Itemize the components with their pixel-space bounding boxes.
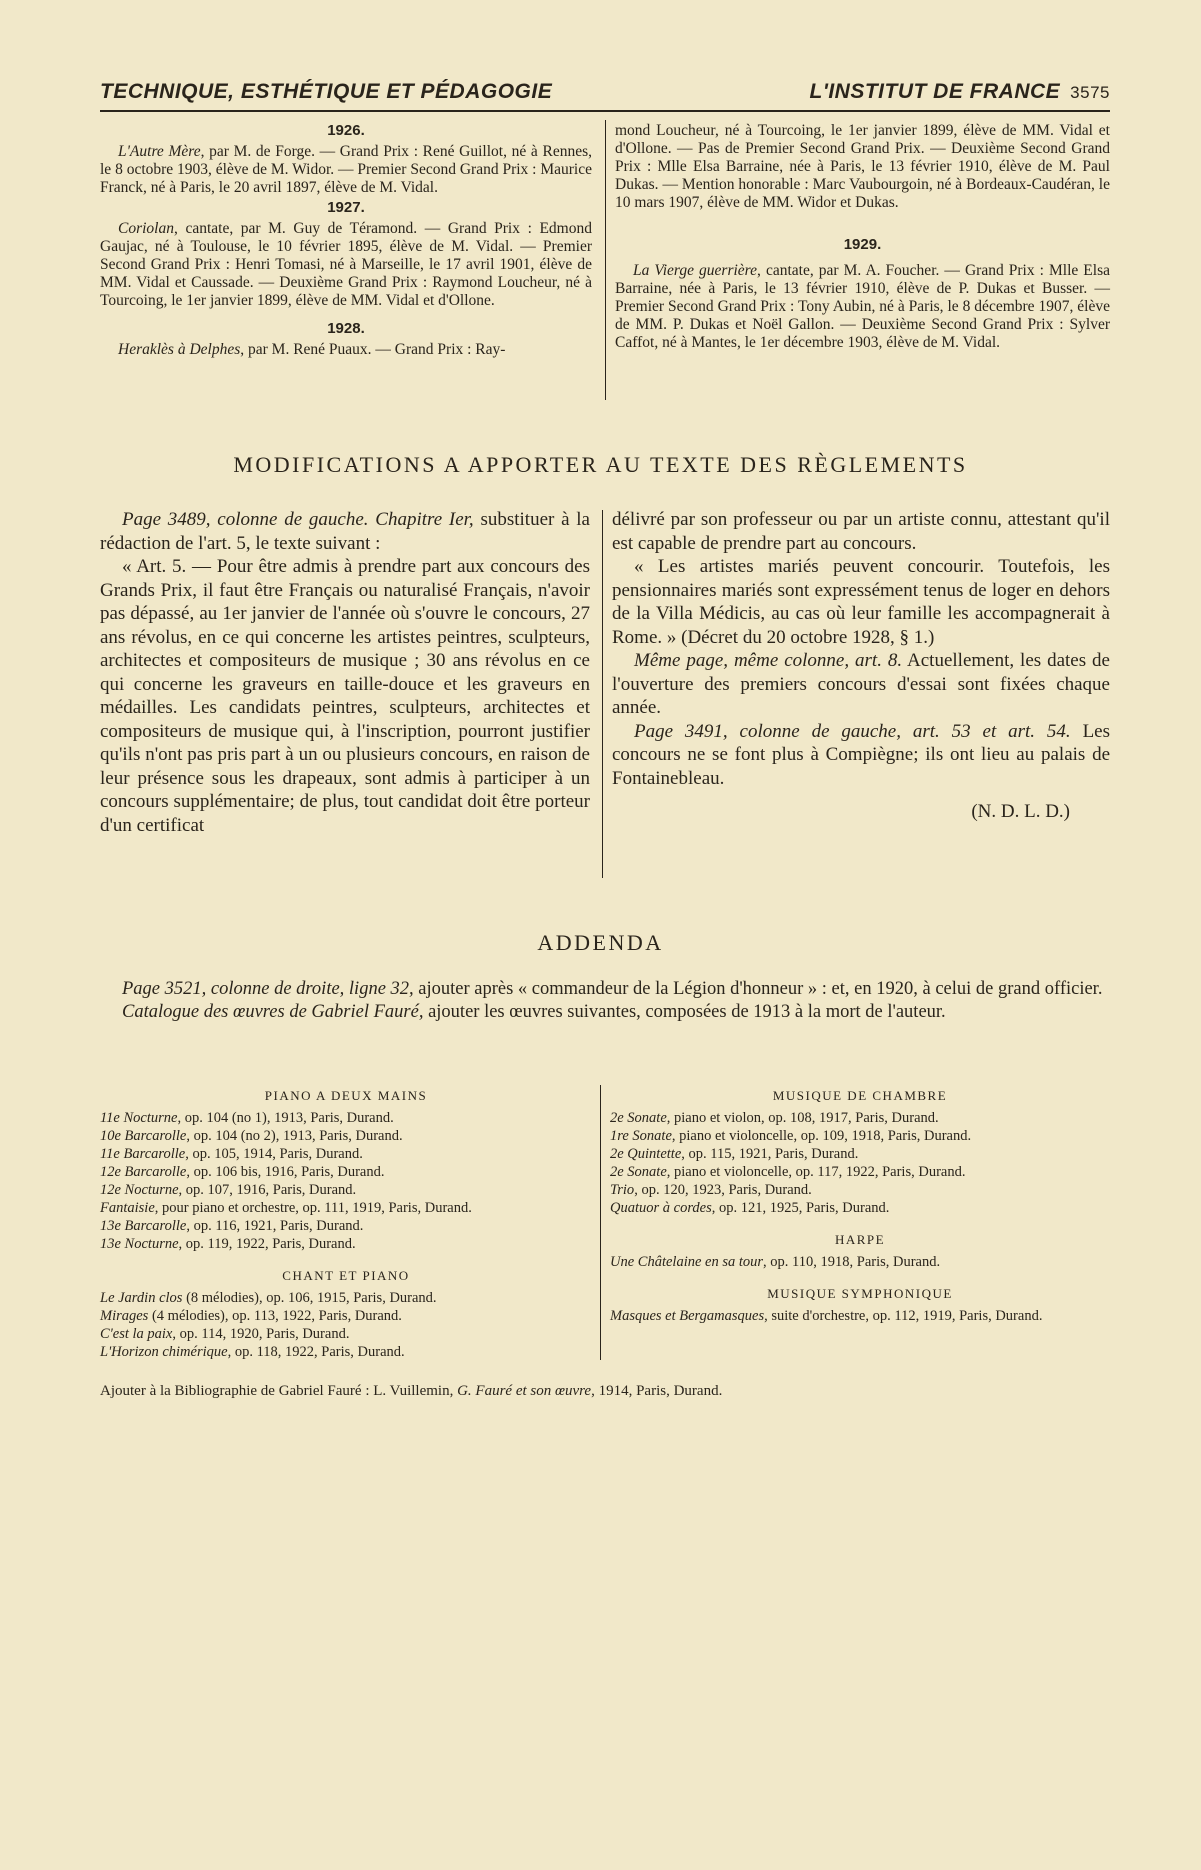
- category-heading: HARPE: [834, 1232, 886, 1247]
- prize-entry: [615, 262, 1110, 352]
- addenda-ref: Catalogue des œuvres de Gabriel Fauré,: [122, 1002, 424, 1022]
- work-item: [100, 1127, 592, 1145]
- work-title: L'Autre Mère: [118, 143, 201, 160]
- entry-text: , cantate, par M. Guy de Téramond. — Grand Prix : Edmond Gaujac, né à Toulouse, le 10 février 1895, élève de M. Vidal. — Premier Second Grand Prix : Henri Tomasi, né à Marseille, le 17 avril 1901, élève de MM. Vidal et Caussade. — Deuxième Grand Prix : Raymond Loucheur, né à Tourcoing, le 1er janvier 1899, élève de MM. Vidal et d'Ollone.: [100, 220, 592, 309]
- works-list-piano: [100, 1109, 592, 1253]
- works-list-chant: [100, 1289, 592, 1361]
- entry-text: , par M. de Forge. — Grand Prix : René Guillot, né à Rennes, le 8 octobre 1903, élève de M. Widor. — Premier Second Grand Prix : Maurice Franck, né à Paris, le 20 avril 1897, élève de M. Vidal.: [100, 143, 592, 196]
- work-title: 11e Nocturne: [100, 1110, 178, 1126]
- work-title: Trio: [610, 1182, 635, 1198]
- running-header: [100, 80, 1110, 108]
- work-item: [100, 1145, 592, 1163]
- work-details: , op. 116, 1921, Paris, Durand.: [186, 1218, 364, 1234]
- work-details: , op. 115, 1921, Paris, Durand.: [681, 1146, 859, 1162]
- work-details: , op. 118, 1922, Paris, Durand.: [227, 1344, 405, 1360]
- prizes-left-column: [100, 120, 592, 359]
- work-details: , suite d'orchestre, op. 112, 1919, Paris, Durand.: [764, 1308, 1043, 1324]
- work-title: 2e Sonate: [610, 1110, 667, 1126]
- prize-entry: [100, 341, 592, 359]
- bibliography-note: [100, 1383, 1110, 1400]
- year-heading: 1928.: [327, 320, 365, 337]
- modification-ref: Page 3491, colonne de gauche, art. 53 et art. 54.: [634, 720, 1071, 742]
- work-item: [610, 1253, 1110, 1271]
- work-title: Quatuor à cordes: [610, 1200, 712, 1216]
- work-item: [610, 1127, 1110, 1145]
- work-title: 10e Barcarolle: [100, 1128, 187, 1144]
- modification-paragraph: [612, 720, 1110, 791]
- work-item: [610, 1109, 1110, 1127]
- section-title-modifications: MODIFICATIONS A APPORTER AU TEXTE DES RÈGLEMENTS: [233, 452, 968, 477]
- work-item: [100, 1307, 592, 1325]
- modification-text: Actuellement, les dates de l'ouverture des premiers concours d'essai sont fixées chaque année.: [612, 650, 1110, 718]
- works-list-harpe: [610, 1253, 1110, 1271]
- footer-text: , 1914, Paris, Durand.: [591, 1383, 723, 1399]
- category-heading: MUSIQUE DE CHAMBRE: [772, 1088, 948, 1103]
- work-item: [100, 1343, 592, 1361]
- work-title: Masques et Bergamasques: [610, 1308, 765, 1324]
- works-right-column: [610, 1083, 1110, 1339]
- work-item: [100, 1163, 592, 1181]
- prize-entry: [100, 143, 592, 197]
- work-title: Coriolan: [118, 220, 174, 237]
- addenda-paragraph: [100, 1001, 1110, 1024]
- work-details: , piano et violon, op. 108, 1917, Paris, Durand.: [666, 1110, 939, 1126]
- section-title-addenda: ADDENDA: [537, 930, 664, 955]
- work-title: 12e Barcarolle: [100, 1164, 187, 1180]
- footer-work-title: G. Fauré et son œuvre: [457, 1383, 592, 1399]
- year-heading: 1926.: [327, 122, 365, 139]
- works-list-chambre: [610, 1109, 1110, 1217]
- work-details: (4 mélodies), op. 113, 1922, Paris, Durand.: [148, 1308, 402, 1324]
- works-left-column: [100, 1083, 592, 1375]
- work-title: La Vierge guerrière: [633, 262, 758, 279]
- prize-entry: [100, 220, 592, 310]
- modification-ref: Même page, même colonne, art. 8.: [634, 650, 903, 671]
- header-left-title: TECHNIQUE, ESTHÉTIQUE ET PÉDAGOGIE: [100, 80, 553, 103]
- work-item: [610, 1181, 1110, 1199]
- work-title: 1re Sonate: [610, 1128, 672, 1144]
- modification-ref: Page 3489, colonne de gauche. Chapitre Ier,: [122, 509, 474, 530]
- work-details: , op. 119, 1922, Paris, Durand.: [178, 1236, 356, 1252]
- works-list-symphonique: [610, 1307, 1110, 1325]
- modification-text: substituer à la rédaction de l'art. 5, le texte suivant :: [100, 509, 590, 554]
- work-title: 2e Quintette: [610, 1146, 682, 1162]
- work-title: Mirages: [100, 1308, 149, 1324]
- work-item: [610, 1163, 1110, 1181]
- work-item: [610, 1307, 1110, 1325]
- addenda-text: [100, 978, 1110, 1024]
- addenda-body: ajouter après « commandeur de la Légion d'honneur » : et, en 1920, à celui de grand officier.: [413, 979, 1103, 999]
- work-item: [100, 1217, 592, 1235]
- year-heading: 1929.: [843, 236, 882, 253]
- work-title: 11e Barcarolle: [100, 1146, 186, 1162]
- work-title: 2e Sonate: [610, 1164, 667, 1180]
- modification-paragraph: [612, 649, 1110, 720]
- work-details: , op. 120, 1923, Paris, Durand.: [634, 1182, 812, 1198]
- category-heading: MUSIQUE SYMPHONIQUE: [767, 1286, 953, 1301]
- header-right: [810, 80, 1110, 104]
- work-details: , op. 107, 1916, Paris, Durand.: [178, 1182, 357, 1198]
- work-title: 12e Nocturne: [100, 1182, 179, 1198]
- entry-text: , par M. René Puaux. — Grand Prix : Ray-: [240, 341, 506, 358]
- addenda-ref: Page 3521, colonne de droite, ligne 32,: [122, 979, 414, 999]
- work-item: [100, 1289, 592, 1307]
- addenda-paragraph: [100, 978, 1110, 1001]
- work-details: , op. 104 (no 2), 1913, Paris, Durand.: [186, 1128, 403, 1144]
- work-details: , piano et violoncelle, op. 117, 1922, Paris, Durand.: [666, 1164, 966, 1180]
- article-5-text: « Art. 5. — Pour être admis à prendre part aux concours des Grands Prix, il faut être Français ou naturalisé Français, n'avoir pas dépassé, au 1er janvier de l'année où s'ouvre le concours, 27 ans révolus, en ce qui concerne les artistes peintres, sculpteurs, architectes et compositeurs de musique ; 30 ans révolus en ce qui concerne les graveurs en taille-douce et les graveurs en médailles. Les candidats peintres, sculpteurs, architectes et compositeurs de musique qui, à l'inscription, pourront justifier qu'ils n'ont pas pris part à un ou plusieurs concours, en raison de leur présence sous les drapeaux, sont admis à participer à un concours supplémentaire; de plus, tout candidat doit être porteur d'un certificat: [100, 556, 590, 836]
- work-title: Heraklès à Delphes: [118, 341, 241, 358]
- work-item: [100, 1109, 592, 1127]
- work-item: [100, 1235, 592, 1253]
- prizes-right-column: [615, 122, 1110, 352]
- married-artists-paragraph: « Les artistes mariés peuvent concourir. Toutefois, les pensionnaires mariés sont expressément tenus de loger en dehors de la Villa Médicis, au cas où leur famille les accompagnerait à Rome. » (Décret du 20 octobre 1928, § 1.): [612, 556, 1110, 648]
- work-details: , op. 110, 1918, Paris, Durand.: [763, 1254, 941, 1270]
- footer-text: Ajouter à la Bibliographie de Gabriel Fauré : L. Vuillemin,: [100, 1383, 458, 1399]
- work-item: [100, 1325, 592, 1343]
- modifications-left-column: [100, 508, 590, 837]
- article-5-continued: délivré par son professeur ou par un artiste connu, attestant qu'il est capable de prendre part au concours.: [612, 509, 1110, 554]
- category-heading: CHANT ET PIANO: [282, 1268, 410, 1283]
- work-details: , op. 106 bis, 1916, Paris, Durand.: [186, 1164, 385, 1180]
- prize-entry-continued: mond Loucheur, né à Tourcoing, le 1er janvier 1899, élève de MM. Vidal et d'Ollone. — Pas de Premier Second Grand Prix. — Deuxième Second Grand Prix : Mlle Elsa Barraine, née à Paris, le 13 février 1910, élève de M. Paul Dukas. — Mention honorable : Marc Vaubourgoin, né à Bordeaux-Caudéran, le 10 mars 1907, élève de MM. Widor et Dukas.: [615, 122, 1110, 211]
- work-details: , pour piano et orchestre, op. 111, 1919, Paris, Durand.: [154, 1200, 472, 1216]
- addenda-body: ajouter les œuvres suivantes, composées de 1913 à la mort de l'auteur.: [423, 1002, 946, 1022]
- work-title: Fantaisie: [100, 1200, 155, 1216]
- work-item: [100, 1181, 592, 1199]
- modification-paragraph: [100, 508, 590, 555]
- work-details: , op. 114, 1920, Paris, Durand.: [172, 1326, 350, 1342]
- modification-text: Les concours ne se font plus à Compiègne; ils ont lieu au palais de Fontainebleau.: [612, 720, 1110, 789]
- column-divider: [600, 1085, 601, 1360]
- work-title: L'Horizon chimérique: [100, 1344, 228, 1360]
- column-divider: [602, 510, 603, 878]
- header-right-title: L'INSTITUT DE FRANCE: [809, 80, 1061, 103]
- work-details: (8 mélodies), op. 106, 1915, Paris, Durand.: [182, 1290, 437, 1306]
- work-item: [610, 1145, 1110, 1163]
- work-title: Une Châtelaine en sa tour: [610, 1254, 764, 1270]
- entry-text: , cantate, par M. A. Foucher. — Grand Prix : Mlle Elsa Barraine, née à Paris, le 13 février 1910, élève de P. Dukas et Busser. — Premier Second Grand Prix : Tony Aubin, né à Paris, le 8 décembre 1907, élève de MM. P. Dukas et Noël Gallon. — Deuxième Second Grand Prix : Sylver Caffot, né à Mantes, le 1er décembre 1903, élève de M. Vidal.: [615, 262, 1110, 351]
- work-details: , op. 105, 1914, Paris, Durand.: [185, 1146, 363, 1162]
- page-number: 3575: [1070, 83, 1110, 102]
- work-details: , op. 104 (no 1), 1913, Paris, Durand.: [177, 1110, 394, 1126]
- work-title: Le Jardin clos: [100, 1290, 183, 1306]
- work-details: , op. 121, 1925, Paris, Durand.: [711, 1200, 890, 1216]
- year-heading: 1927.: [327, 199, 365, 216]
- header-rule: [100, 110, 1110, 112]
- work-item: [100, 1199, 592, 1217]
- signature: (N. D. L. D.): [971, 801, 1070, 822]
- work-title: C'est la paix: [100, 1326, 173, 1342]
- column-divider: [605, 120, 606, 400]
- work-item: [610, 1199, 1110, 1217]
- work-details: , piano et violoncelle, op. 109, 1918, Paris, Durand.: [671, 1128, 972, 1144]
- work-title: 13e Barcarolle: [100, 1218, 187, 1234]
- work-title: 13e Nocturne: [100, 1236, 179, 1252]
- modifications-right-column: [612, 508, 1110, 824]
- category-heading: PIANO A DEUX MAINS: [264, 1088, 428, 1103]
